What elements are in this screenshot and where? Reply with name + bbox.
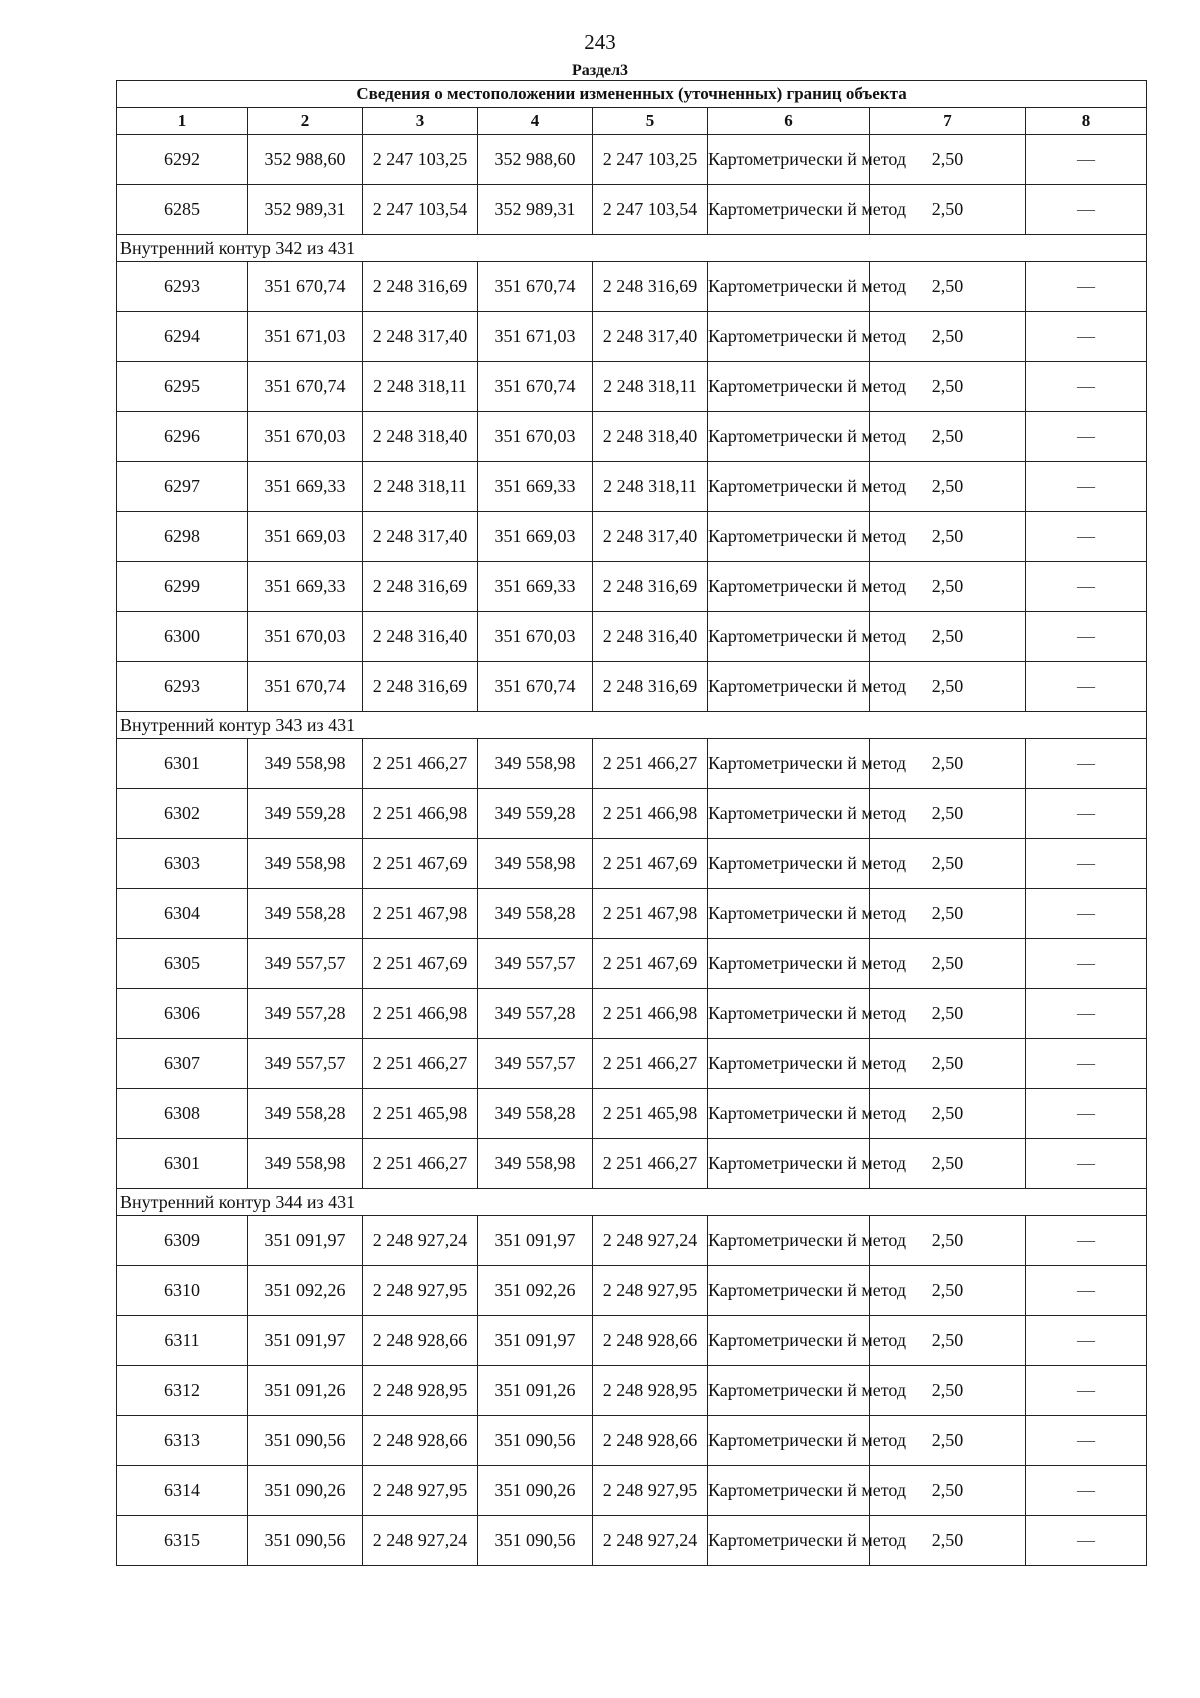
contour-label: Внутренний контур 342 из 431 (117, 235, 1147, 262)
description-cell: — (1026, 662, 1147, 712)
table-row (117, 362, 1147, 412)
method-cell: Картометрически й метод (708, 135, 870, 185)
description-cell: — (1026, 612, 1147, 662)
y-existing-cell: 2 248 927,24 (363, 1216, 478, 1266)
y-existing-cell: 2 248 316,40 (363, 612, 478, 662)
y-new-cell: 2 248 316,69 (593, 662, 708, 712)
y-existing-cell: 2 251 467,98 (363, 889, 478, 939)
description-cell: — (1026, 1366, 1147, 1416)
description-cell: — (1026, 1039, 1147, 1089)
y-new-cell: 2 247 103,54 (593, 185, 708, 235)
point-number-cell: 6299 (117, 562, 248, 612)
y-existing-cell: 2 248 927,24 (363, 1516, 478, 1566)
method-cell: Картометрически й метод (708, 1466, 870, 1516)
x-new-cell: 349 558,28 (478, 1089, 593, 1139)
y-existing-cell: 2 248 316,69 (363, 262, 478, 312)
x-new-cell: 349 559,28 (478, 789, 593, 839)
column-header: 3 (363, 108, 478, 135)
y-new-cell: 2 251 466,27 (593, 1039, 708, 1089)
y-existing-cell: 2 251 466,27 (363, 1039, 478, 1089)
point-number-cell: 6310 (117, 1266, 248, 1316)
table-row (117, 185, 1147, 235)
column-header: 2 (248, 108, 363, 135)
x-new-cell: 349 558,98 (478, 839, 593, 889)
y-new-cell: 2 248 317,40 (593, 312, 708, 362)
accuracy-cell: 2,50 (870, 839, 1026, 889)
point-number-cell: 6298 (117, 512, 248, 562)
accuracy-cell: 2,50 (870, 312, 1026, 362)
y-new-cell: 2 251 467,98 (593, 889, 708, 939)
description-cell: — (1026, 312, 1147, 362)
x-existing-cell: 351 669,03 (248, 512, 363, 562)
x-existing-cell: 351 091,97 (248, 1216, 363, 1266)
method-cell: Картометрически й метод (708, 662, 870, 712)
y-new-cell: 2 248 928,95 (593, 1366, 708, 1416)
y-new-cell: 2 248 316,40 (593, 612, 708, 662)
x-existing-cell: 349 558,98 (248, 739, 363, 789)
description-cell: — (1026, 1089, 1147, 1139)
y-existing-cell: 2 251 466,98 (363, 989, 478, 1039)
description-cell: — (1026, 889, 1147, 939)
method-cell: Картометрически й метод (708, 185, 870, 235)
description-cell: — (1026, 362, 1147, 412)
x-existing-cell: 351 670,03 (248, 412, 363, 462)
point-number-cell: 6301 (117, 739, 248, 789)
table-row (117, 1089, 1147, 1139)
y-new-cell: 2 248 316,69 (593, 262, 708, 312)
x-existing-cell: 351 669,33 (248, 562, 363, 612)
y-existing-cell: 2 251 467,69 (363, 939, 478, 989)
accuracy-cell: 2,50 (870, 1216, 1026, 1266)
accuracy-cell: 2,50 (870, 989, 1026, 1039)
method-cell: Картометрически й метод (708, 739, 870, 789)
x-existing-cell: 349 557,57 (248, 939, 363, 989)
description-cell: — (1026, 262, 1147, 312)
accuracy-cell: 2,50 (870, 662, 1026, 712)
method-cell: Картометрически й метод (708, 562, 870, 612)
y-new-cell: 2 248 318,40 (593, 412, 708, 462)
x-new-cell: 351 670,74 (478, 262, 593, 312)
x-existing-cell: 349 557,28 (248, 989, 363, 1039)
accuracy-cell: 2,50 (870, 939, 1026, 989)
table-title-row (117, 81, 1147, 108)
method-cell: Картометрически й метод (708, 1089, 870, 1139)
x-existing-cell: 349 558,98 (248, 839, 363, 889)
method-cell: Картометрически й метод (708, 1139, 870, 1189)
table-row (117, 562, 1147, 612)
y-new-cell: 2 251 466,98 (593, 989, 708, 1039)
point-number-cell: 6314 (117, 1466, 248, 1516)
accuracy-cell: 2,50 (870, 562, 1026, 612)
accuracy-cell: 2,50 (870, 262, 1026, 312)
table-row (117, 1366, 1147, 1416)
description-cell: — (1026, 1216, 1147, 1266)
y-existing-cell: 2 248 316,69 (363, 662, 478, 712)
y-existing-cell: 2 248 318,11 (363, 362, 478, 412)
point-number-cell: 6293 (117, 262, 248, 312)
y-new-cell: 2 248 927,24 (593, 1216, 708, 1266)
table-row (117, 739, 1147, 789)
x-new-cell: 351 669,33 (478, 562, 593, 612)
accuracy-cell: 2,50 (870, 1139, 1026, 1189)
x-existing-cell: 351 091,97 (248, 1316, 363, 1366)
table-row (117, 939, 1147, 989)
point-number-cell: 6301 (117, 1139, 248, 1189)
description-cell: — (1026, 839, 1147, 889)
y-existing-cell: 2 247 103,25 (363, 135, 478, 185)
y-existing-cell: 2 247 103,54 (363, 185, 478, 235)
x-existing-cell: 351 669,33 (248, 462, 363, 512)
x-new-cell: 351 090,26 (478, 1466, 593, 1516)
description-cell: — (1026, 1266, 1147, 1316)
contour-label: Внутренний контур 344 из 431 (117, 1189, 1147, 1216)
point-number-cell: 6292 (117, 135, 248, 185)
method-cell: Картометрически й метод (708, 312, 870, 362)
method-cell: Картометрически й метод (708, 462, 870, 512)
y-existing-cell: 2 248 927,95 (363, 1466, 478, 1516)
contour-row (117, 1189, 1147, 1216)
method-cell: Картометрически й метод (708, 1366, 870, 1416)
y-new-cell: 2 251 467,69 (593, 839, 708, 889)
x-new-cell: 351 091,97 (478, 1316, 593, 1366)
x-new-cell: 349 558,28 (478, 889, 593, 939)
table-row (117, 1466, 1147, 1516)
accuracy-cell: 2,50 (870, 1039, 1026, 1089)
table-row (117, 135, 1147, 185)
accuracy-cell: 2,50 (870, 362, 1026, 412)
x-existing-cell: 352 988,60 (248, 135, 363, 185)
accuracy-cell: 2,50 (870, 739, 1026, 789)
y-new-cell: 2 248 927,24 (593, 1516, 708, 1566)
description-cell: — (1026, 412, 1147, 462)
y-existing-cell: 2 251 467,69 (363, 839, 478, 889)
table-row (117, 1216, 1147, 1266)
point-number-cell: 6293 (117, 662, 248, 712)
table-row (117, 839, 1147, 889)
y-new-cell: 2 248 316,69 (593, 562, 708, 612)
x-new-cell: 349 557,57 (478, 1039, 593, 1089)
y-new-cell: 2 248 927,95 (593, 1266, 708, 1316)
x-existing-cell: 351 092,26 (248, 1266, 363, 1316)
accuracy-cell: 2,50 (870, 512, 1026, 562)
method-cell: Картометрически й метод (708, 262, 870, 312)
x-existing-cell: 351 091,26 (248, 1366, 363, 1416)
section-title: Раздел3 (571, 62, 629, 79)
table-row (117, 889, 1147, 939)
description-cell: — (1026, 512, 1147, 562)
method-cell: Картометрически й метод (708, 1316, 870, 1366)
table-row (117, 412, 1147, 462)
y-existing-cell: 2 248 927,95 (363, 1266, 478, 1316)
description-cell: — (1026, 1466, 1147, 1516)
x-new-cell: 349 557,57 (478, 939, 593, 989)
point-number-cell: 6311 (117, 1316, 248, 1366)
accuracy-cell: 2,50 (870, 185, 1026, 235)
x-new-cell: 351 670,74 (478, 362, 593, 412)
description-cell: — (1026, 462, 1147, 512)
accuracy-cell: 2,50 (870, 1416, 1026, 1466)
x-new-cell: 349 558,98 (478, 739, 593, 789)
point-number-cell: 6313 (117, 1416, 248, 1466)
accuracy-cell: 2,50 (870, 1089, 1026, 1139)
y-existing-cell: 2 251 466,27 (363, 1139, 478, 1189)
x-existing-cell: 349 557,57 (248, 1039, 363, 1089)
x-new-cell: 351 090,56 (478, 1516, 593, 1566)
x-existing-cell: 351 090,56 (248, 1416, 363, 1466)
x-new-cell: 351 670,74 (478, 662, 593, 712)
column-header: 6 (708, 108, 870, 135)
column-header: 4 (478, 108, 593, 135)
table-row (117, 1316, 1147, 1366)
y-existing-cell: 2 251 465,98 (363, 1089, 478, 1139)
y-existing-cell: 2 248 928,66 (363, 1416, 478, 1466)
accuracy-cell: 2,50 (870, 1516, 1026, 1566)
point-number-cell: 6296 (117, 412, 248, 462)
table-row (117, 512, 1147, 562)
x-new-cell: 352 989,31 (478, 185, 593, 235)
table-row (117, 1039, 1147, 1089)
x-new-cell: 352 988,60 (478, 135, 593, 185)
table-row (117, 662, 1147, 712)
x-new-cell: 351 669,33 (478, 462, 593, 512)
point-number-cell: 6308 (117, 1089, 248, 1139)
description-cell: — (1026, 135, 1147, 185)
y-new-cell: 2 251 466,98 (593, 789, 708, 839)
column-header: 1 (117, 108, 248, 135)
y-existing-cell: 2 248 928,66 (363, 1316, 478, 1366)
x-existing-cell: 351 670,74 (248, 362, 363, 412)
x-new-cell: 351 091,97 (478, 1216, 593, 1266)
x-existing-cell: 349 559,28 (248, 789, 363, 839)
x-new-cell: 351 091,26 (478, 1366, 593, 1416)
x-new-cell: 351 670,03 (478, 612, 593, 662)
x-new-cell: 351 670,03 (478, 412, 593, 462)
x-existing-cell: 349 558,98 (248, 1139, 363, 1189)
method-cell: Картометрически й метод (708, 1416, 870, 1466)
description-cell: — (1026, 939, 1147, 989)
description-cell: — (1026, 562, 1147, 612)
method-cell: Картометрически й метод (708, 889, 870, 939)
table-row (117, 1416, 1147, 1466)
y-new-cell: 2 248 318,11 (593, 462, 708, 512)
point-number-cell: 6306 (117, 989, 248, 1039)
point-number-cell: 6303 (117, 839, 248, 889)
x-existing-cell: 349 558,28 (248, 889, 363, 939)
table-row (117, 989, 1147, 1039)
description-cell: — (1026, 1139, 1147, 1189)
description-cell: — (1026, 1416, 1147, 1466)
method-cell: Картометрически й метод (708, 939, 870, 989)
description-cell: — (1026, 185, 1147, 235)
method-cell: Картометрически й метод (708, 412, 870, 462)
x-existing-cell: 349 558,28 (248, 1089, 363, 1139)
accuracy-cell: 2,50 (870, 412, 1026, 462)
contour-label: Внутренний контур 343 из 431 (117, 712, 1147, 739)
contour-row (117, 235, 1147, 262)
y-new-cell: 2 251 466,27 (593, 739, 708, 789)
x-existing-cell: 351 670,74 (248, 662, 363, 712)
x-new-cell: 351 669,03 (478, 512, 593, 562)
point-number-cell: 6294 (117, 312, 248, 362)
y-existing-cell: 2 248 317,40 (363, 512, 478, 562)
method-cell: Картометрически й метод (708, 789, 870, 839)
point-number-cell: 6312 (117, 1366, 248, 1416)
point-number-cell: 6304 (117, 889, 248, 939)
y-new-cell: 2 248 927,95 (593, 1466, 708, 1516)
y-existing-cell: 2 251 466,98 (363, 789, 478, 839)
column-header: 5 (593, 108, 708, 135)
column-header: 7 (870, 108, 1026, 135)
page-number: 243 (584, 30, 616, 54)
x-new-cell: 351 671,03 (478, 312, 593, 362)
boundary-table (116, 80, 1147, 1566)
accuracy-cell: 2,50 (870, 1316, 1026, 1366)
y-existing-cell: 2 251 466,27 (363, 739, 478, 789)
point-number-cell: 6307 (117, 1039, 248, 1089)
method-cell: Картометрически й метод (708, 989, 870, 1039)
description-cell: — (1026, 1516, 1147, 1566)
point-number-cell: 6300 (117, 612, 248, 662)
point-number-cell: 6295 (117, 362, 248, 412)
y-new-cell: 2 248 928,66 (593, 1416, 708, 1466)
table-row (117, 1139, 1147, 1189)
method-cell: Картометрически й метод (708, 612, 870, 662)
table-title: Сведения о местоположении измененных (уточненных) границ объекта (117, 81, 1147, 108)
method-cell: Картометрически й метод (708, 1266, 870, 1316)
accuracy-cell: 2,50 (870, 135, 1026, 185)
x-new-cell: 351 092,26 (478, 1266, 593, 1316)
description-cell: — (1026, 789, 1147, 839)
y-new-cell: 2 251 466,27 (593, 1139, 708, 1189)
x-existing-cell: 352 989,31 (248, 185, 363, 235)
method-cell: Картометрически й метод (708, 512, 870, 562)
table-row (117, 1266, 1147, 1316)
accuracy-cell: 2,50 (870, 1466, 1026, 1516)
table-row (117, 789, 1147, 839)
accuracy-cell: 2,50 (870, 612, 1026, 662)
x-existing-cell: 351 670,74 (248, 262, 363, 312)
y-new-cell: 2 247 103,25 (593, 135, 708, 185)
y-existing-cell: 2 248 928,95 (363, 1366, 478, 1416)
y-existing-cell: 2 248 317,40 (363, 312, 478, 362)
table-row (117, 462, 1147, 512)
contour-row (117, 712, 1147, 739)
point-number-cell: 6315 (117, 1516, 248, 1566)
x-new-cell: 351 090,56 (478, 1416, 593, 1466)
x-new-cell: 349 557,28 (478, 989, 593, 1039)
point-number-cell: 6302 (117, 789, 248, 839)
accuracy-cell: 2,50 (870, 462, 1026, 512)
x-new-cell: 349 558,98 (478, 1139, 593, 1189)
table-row (117, 312, 1147, 362)
accuracy-cell: 2,50 (870, 889, 1026, 939)
y-new-cell: 2 248 317,40 (593, 512, 708, 562)
method-cell: Картометрически й метод (708, 362, 870, 412)
point-number-cell: 6305 (117, 939, 248, 989)
table-row (117, 1516, 1147, 1566)
y-new-cell: 2 248 928,66 (593, 1316, 708, 1366)
method-cell: Картометрически й метод (708, 1039, 870, 1089)
point-number-cell: 6309 (117, 1216, 248, 1266)
method-cell: Картометрически й метод (708, 1516, 870, 1566)
description-cell: — (1026, 989, 1147, 1039)
y-new-cell: 2 248 318,11 (593, 362, 708, 412)
point-number-cell: 6285 (117, 185, 248, 235)
y-new-cell: 2 251 467,69 (593, 939, 708, 989)
accuracy-cell: 2,50 (870, 789, 1026, 839)
point-number-cell: 6297 (117, 462, 248, 512)
x-existing-cell: 351 090,56 (248, 1516, 363, 1566)
method-cell: Картометрически й метод (708, 839, 870, 889)
accuracy-cell: 2,50 (870, 1366, 1026, 1416)
table-row (117, 612, 1147, 662)
column-header-row (117, 108, 1147, 135)
y-new-cell: 2 251 465,98 (593, 1089, 708, 1139)
x-existing-cell: 351 670,03 (248, 612, 363, 662)
y-existing-cell: 2 248 318,40 (363, 412, 478, 462)
description-cell: — (1026, 739, 1147, 789)
column-header: 8 (1026, 108, 1147, 135)
y-existing-cell: 2 248 318,11 (363, 462, 478, 512)
x-existing-cell: 351 671,03 (248, 312, 363, 362)
table-row (117, 262, 1147, 312)
method-cell: Картометрически й метод (708, 1216, 870, 1266)
accuracy-cell: 2,50 (870, 1266, 1026, 1316)
y-existing-cell: 2 248 316,69 (363, 562, 478, 612)
description-cell: — (1026, 1316, 1147, 1366)
x-existing-cell: 351 090,26 (248, 1466, 363, 1516)
